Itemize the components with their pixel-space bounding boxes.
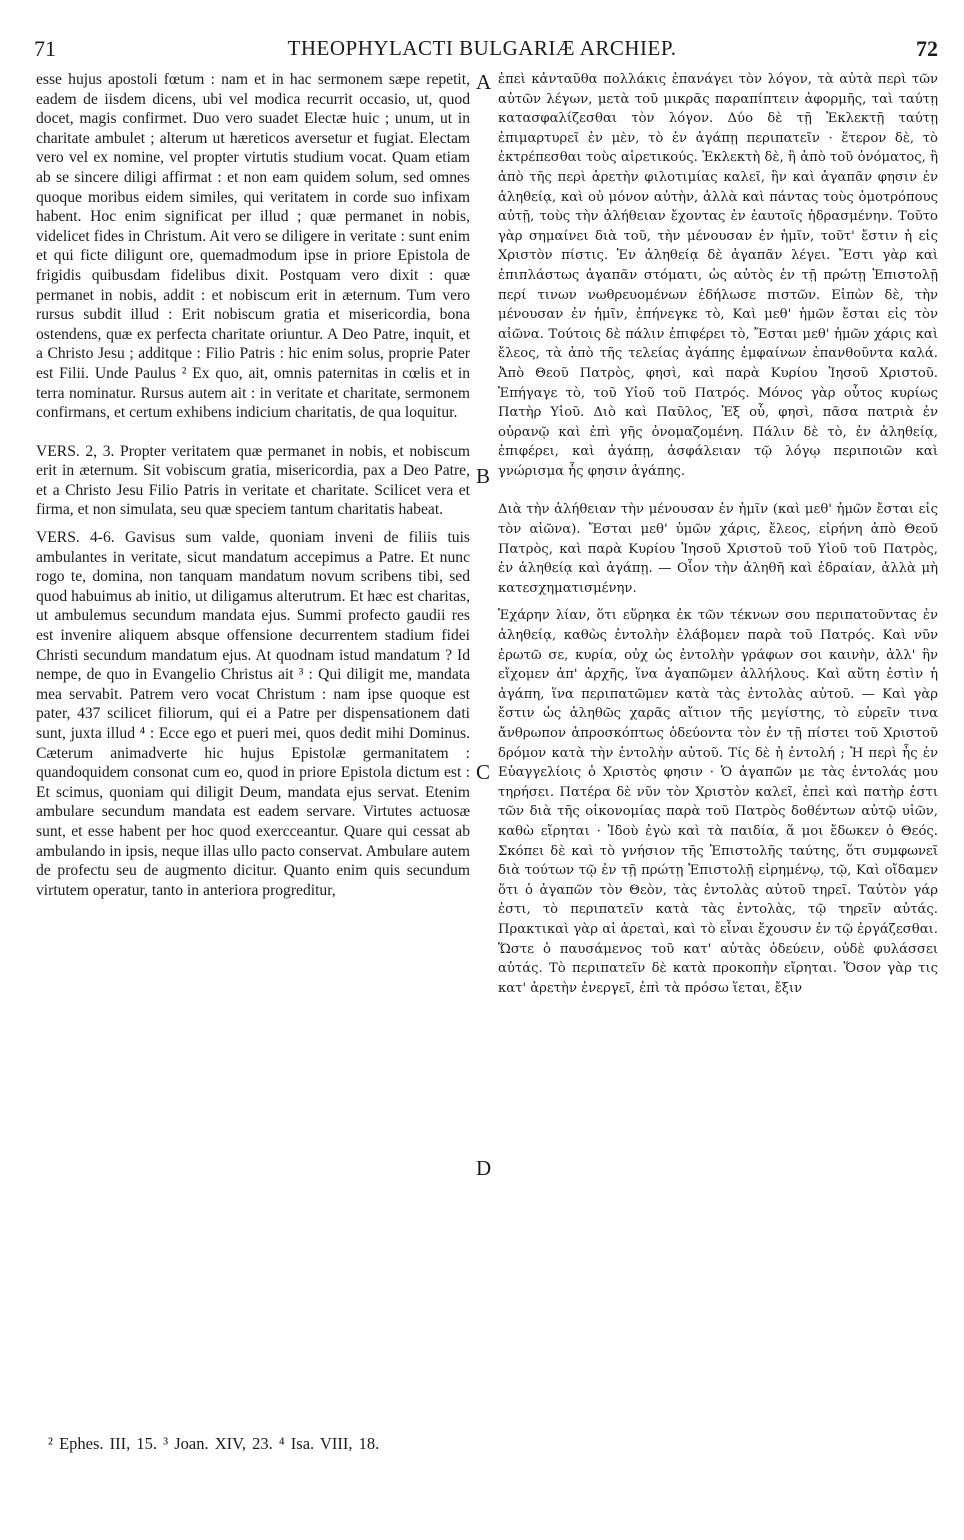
section-marker-b: B <box>476 464 491 488</box>
page-number-right: 72 <box>916 36 938 61</box>
paragraph-gap <box>498 481 938 500</box>
running-header <box>30 36 938 66</box>
greek-paragraph-1: ἐπεὶ κἀνταῦθα πολλάκις ἐπανάγει τὸν λόγον, τὰ αὐτὰ περὶ τῶν αὐτῶν λέγων, μετὰ τοῦ μικρᾶς παραπίπτειν ἀφορμῆς, ταὶ ταύτῃ κατασφαλίζεσθαι τὸν λόγον. Δύο δὲ τῇ Ἐκλεκτῇ ταύτῃ ἐπιμαρτυρεῖ ἐν μὲν, τὸ ἐν ἀγάπῃ περιπατεῖν · ἕτερον δὲ, τὸ ἐκτρέπεσθαι τοὺς αἱρετικούς. Ἐκλεκτὴ δὲ, ἢ ἀπὸ τοῦ ὀνόματος, ἢ ἀπὸ τῆς περὶ ἀρετὴν φιλοτιμίας καλεῖ, ἣν καὶ ἀγαπᾶν φησιν ἐν ἀληθείᾳ, καὶ οὐ μόνον αὐτὴν, ἀλλὰ καὶ πάντας τοὺς ὁμοτρόπους αὐτῇ, τοὺς τὴν ἀλήθειαν ἔχοντας ἐν ἑαυτοῖς ἡδρασμένην. Τοῦτο γὰρ σημαίνει διὰ τοῦ, τὴν μένουσαν ἐν ἡμῖν, τοῦτ' ἔστιν ἡ εἰς Χριστὸν πίστις. Ἐν ἀληθείᾳ δὲ ἀγαπᾶν λέγει. Ἔστι γὰρ καὶ ἐπιπλάστως ἀγαπᾶν στόματι, ὡς αὐτὸς ἐν τῇ πρώτῃ Ἐπιστολῇ περί τινων νωθρευομένων ἐδήλωσε πιστῶν. Εἰπὼν δὲ, τὴν μένουσαν ἐν ἡμῖν, ἐπήνεγκε τὸ, Καὶ μεθ' ἡμῶν ἔσται εἰς τὸν αἰῶνα. Τούτοις δὲ πάλιν ἐπιφέρει τὸ, Ἔσται μεθ' ἡμῶν χάρις καὶ ἔλεος, τὰ ἀπὸ τῆς τελείας ἀγάπης ἐμφαίνων ἐπανθοῦντα καλά. Ἀπὸ Θεοῦ Πατρὸς, φησὶ, καὶ παρὰ Κυρίου Ἰησοῦ Χριστοῦ. Ἐπήγαγε τὸ, τοῦ Υἱοῦ τοῦ Πατρός. Μόνος γὰρ οὗτος κυρίως Πατὴρ Υἱοῦ. Διὸ καὶ Παῦλος, Ἐξ οὗ, φησὶ, πᾶσα πατριὰ ἐν οὐρανῷ καὶ ἐπὶ γῆς ὀνομαζομένη. Πάλιν δὲ τὸ, ἐν ἀληθείᾳ, ἐπιφέρει, καὶ ἀγάπῃ, ἀσφάλειαν τῷ λόγῳ περιποιῶν καὶ γνώρισμα ἧς φησιν ἀγάπης. <box>498 72 938 479</box>
footnotes: ² Ephes. III, 15. ³ Joan. XIV, 23. ⁴ Isa. VIII, 18. <box>48 1434 380 1453</box>
greek-paragraph-2: Διὰ τὴν ἀλήθειαν τὴν μένουσαν ἐν ἡμῖν (καὶ μεθ' ἡμῶν ἔσται εἰς τὸν αἰῶνα). Ἔσται μεθ' ὑμῶν χάρις, ἔλεος, εἰρήνη ἀπὸ Θεοῦ Πατρὸς, καὶ παρὰ Κυρίου Ἰησοῦ Χριστοῦ τοῦ Υἱοῦ τοῦ Πατρὸς, ἐν ἀληθείᾳ καὶ ἀγάπῃ. — Οἷον τὴν ἀληθῆ καὶ ἑδραίαν, ἀλλὰ μὴ κατεσχηματισμένην. <box>498 502 938 596</box>
paragraph-gap <box>498 598 938 606</box>
section-marker-d: D <box>476 1156 492 1180</box>
latin-paragraph-2: VERS. 2, 3. Propter veritatem quæ permanet in nobis, et nobiscum erit in æternum. Sit vobiscum gratia, misericordia, pax a Deo Patre, et a Christo Jesu Filio Patris in veritate et charitate. Scilicet vera et firma, et non simulata, seu quæ speciem tantum charitatis habeat. <box>36 442 470 519</box>
page-number-left: 71 <box>34 36 56 61</box>
running-title: THEOPHYLACTI BULGARIÆ ARCHIEP. <box>287 36 677 60</box>
section-marker-a: A <box>476 70 492 94</box>
latin-column <box>36 70 470 900</box>
latin-paragraph-3: VERS. 4-6. Gavisus sum valde, quoniam inveni de filiis tuis ambulantes in veritate, sicut mandatum accepimus a Patre. Et nunc rogo te, domina, non tanquam mandatum novum scribens tibi, sed quod habuimus ab initio, ut diligamus alterutrum. Et hæc est charitas, ut ambulemus secundum mandata ejus. Summi profecto gaudii res est invenire aliquem absque offensione decurrentem stadium fidei Christi secundum mandatum ejus. At quodnam istud mandatum ? Id nempe, de quo in Evangelio Christus ait ³ : Qui diligit me, mandata mea servabit. Patrem vero vocat Christum : nam ipse quoque est pater, 437 scilicet filiorum, qui ei a Patre per dispensationem dati sunt, juxta illud ⁴ : Ecce ego et pueri mei, quos dedit mihi Dominus. Cæterum animadverte hic hujus Epistolæ germanitatem : quandoquidem consonat cum eo, quod in priore Epistola dictum est : Et scimus, quoniam qui diligit Deum, mandata ejus servat. Etenim ambulare secundum mandata est eadem servare. Virtutes actuosæ sunt, et esse habent per hoc quod exercceantur. Quare qui cessat ab ambulando in ipsis, neque illas ullo pacto conservat. Ambulare autem de profectu seu de augmento dicitur. Quanto enim quis secundum virtutem operatur, tanto in anteriora progreditur, <box>36 529 470 899</box>
latin-paragraph-1: esse hujus apostoli fœtum : nam et in hac sermonem sæpe repetit, eadem de iisdem dicens, ubi vel modica recurrit occasio, ut, quod docet, magis confirmet. Duo vero suadet Electæ huic ; unum, ut in charitate ambulet ; alterum ut hæreticos aversetur et fugiat. Electam vero vel ex nomine, vel propter virtutis studium vocat. Quam etiam ab se sincere diligi affirmat : et non eam quidem solum, sed omnes quoque moribus eidem similes, qui veritatem in corde suo infixam habent. Hoc enim significat per illud ; quæ permanet in nobis, videlicet fides in Christum. Ait vero se diligere in veritate : sunt enim et qui ficte diligunt ore, quemadmodum ipse in priore Epistola de frigidis quibusdam fidelibus dixit. Postquam vero dixit : quæ permanet in nobis, addit : et nobiscum erit in æternum. Tum vero rursus subdit illud : Erit nobiscum gratia et misericordia, bona ostendens, quæ ex perfecta charitate oriuntur. A Deo Patre, inquit, et a Christo Jesu ; additque : Filio Patris : hic enim solus, proprie Pater est Filii. Unde Paulus ² Ex quo, ait, omnis paternitas in cœlis et in terra nominatur. Rursus autem ait : in veritate et charitate, sermonem confirmans, et certum exhibens indicium charitatis, de qua loquitur. <box>36 71 470 422</box>
section-marker-c: C <box>476 760 491 784</box>
greek-column <box>498 70 938 998</box>
greek-paragraph-3: Ἐχάρην λίαν, ὅτι εὕρηκα ἐκ τῶν τέκνων σου περιπατοῦντας ἐν ἀληθείᾳ, καθὼς ἐντολὴν ἐλάβομεν παρὰ τοῦ Πατρός. Καὶ νῦν ἐρωτῶ σε, κυρία, οὐχ ὡς ἐντολὴν γράφων σοι καινὴν, ἀλλ' ἣν εἴχομεν ἀπ' ἀρχῆς, ἵνα ἀγαπῶμεν ἀλλήλους. Καὶ αὕτη ἐστὶν ἡ ἀγάπη, ἵνα περιπατῶμεν κατὰ τὰς ἐντολὰς αὐτοῦ. — Καὶ γὰρ ἔστιν ὡς ἀληθῶς χαρᾶς αἴτιον τῆς μεγίστης, τὸ εὑρεῖν τινα ἄνθρωπον ἀπροσκόπτως ὁδεύοντα τὸν ἐν τῇ πίστει τοῦ Χριστοῦ δρόμον κατὰ τὴν ἐντολὴν αὐτοῦ. Τίς δὲ ἡ ἐντολή ; Ἡ περὶ ἧς ἐν Εὐαγγελίοις ὁ Χριστὸς φησιν · Ὁ ἀγαπῶν με τὰς ἐντολάς μου τηρήσει. Πατέρα δὲ νῦν τὸν Χριστὸν καλεῖ, ἐπεὶ καὶ πατὴρ ἐστι τῶν διὰ τῆς οἰκονομίας παρὰ τοῦ Πατρὸς δοθέντων αὐτῷ υἱῶν, καθὼ εἴρηται · Ἰδοὺ ἐγὼ καὶ τὰ παιδία, ἅ μοι ἔδωκεν ὁ Θεός. Σκόπει δὲ καὶ τὸ γνήσιον τῆς Ἐπιστολῆς ταύτης, ὅτι συμφωνεῖ διὰ τούτων τῷ ἐν τῇ πρώτῃ Ἐπιστολῇ εἰρημένῳ, τῷ, Καὶ οἴδαμεν ὅτι ὁ ἀγαπῶν τὸν Θεὸν, τὰς ἐντολὰς αὐτοῦ τηρεῖ. Ταὐτὸν γάρ ἐστι, τὸ περιπατεῖν κατὰ τὰς ἐντολὰς, τῷ τηρεῖν αὐτάς. Πρακτικαὶ γὰρ αἱ ἀρεταὶ, καὶ τὸ εἶναι ἔχουσιν ἐν τῷ ἐργάζεσθαι. Ὥστε ὁ παυσάμενος τοῦ κατ' αὐτὰς ὁδεύειν, οὐδὲ φυλάσσει αὐτάς. Τὸ περιπατεῖν δὲ κατὰ προκοπὴν εἴρηται. Ὅσον γὰρ τις κατ' ἀρετὴν ἐνεργεῖ, ἐπὶ τὰ πρόσω ἵεται, ἔξιν <box>498 608 938 996</box>
paragraph-gap <box>36 423 470 442</box>
paragraph-gap <box>36 520 470 528</box>
